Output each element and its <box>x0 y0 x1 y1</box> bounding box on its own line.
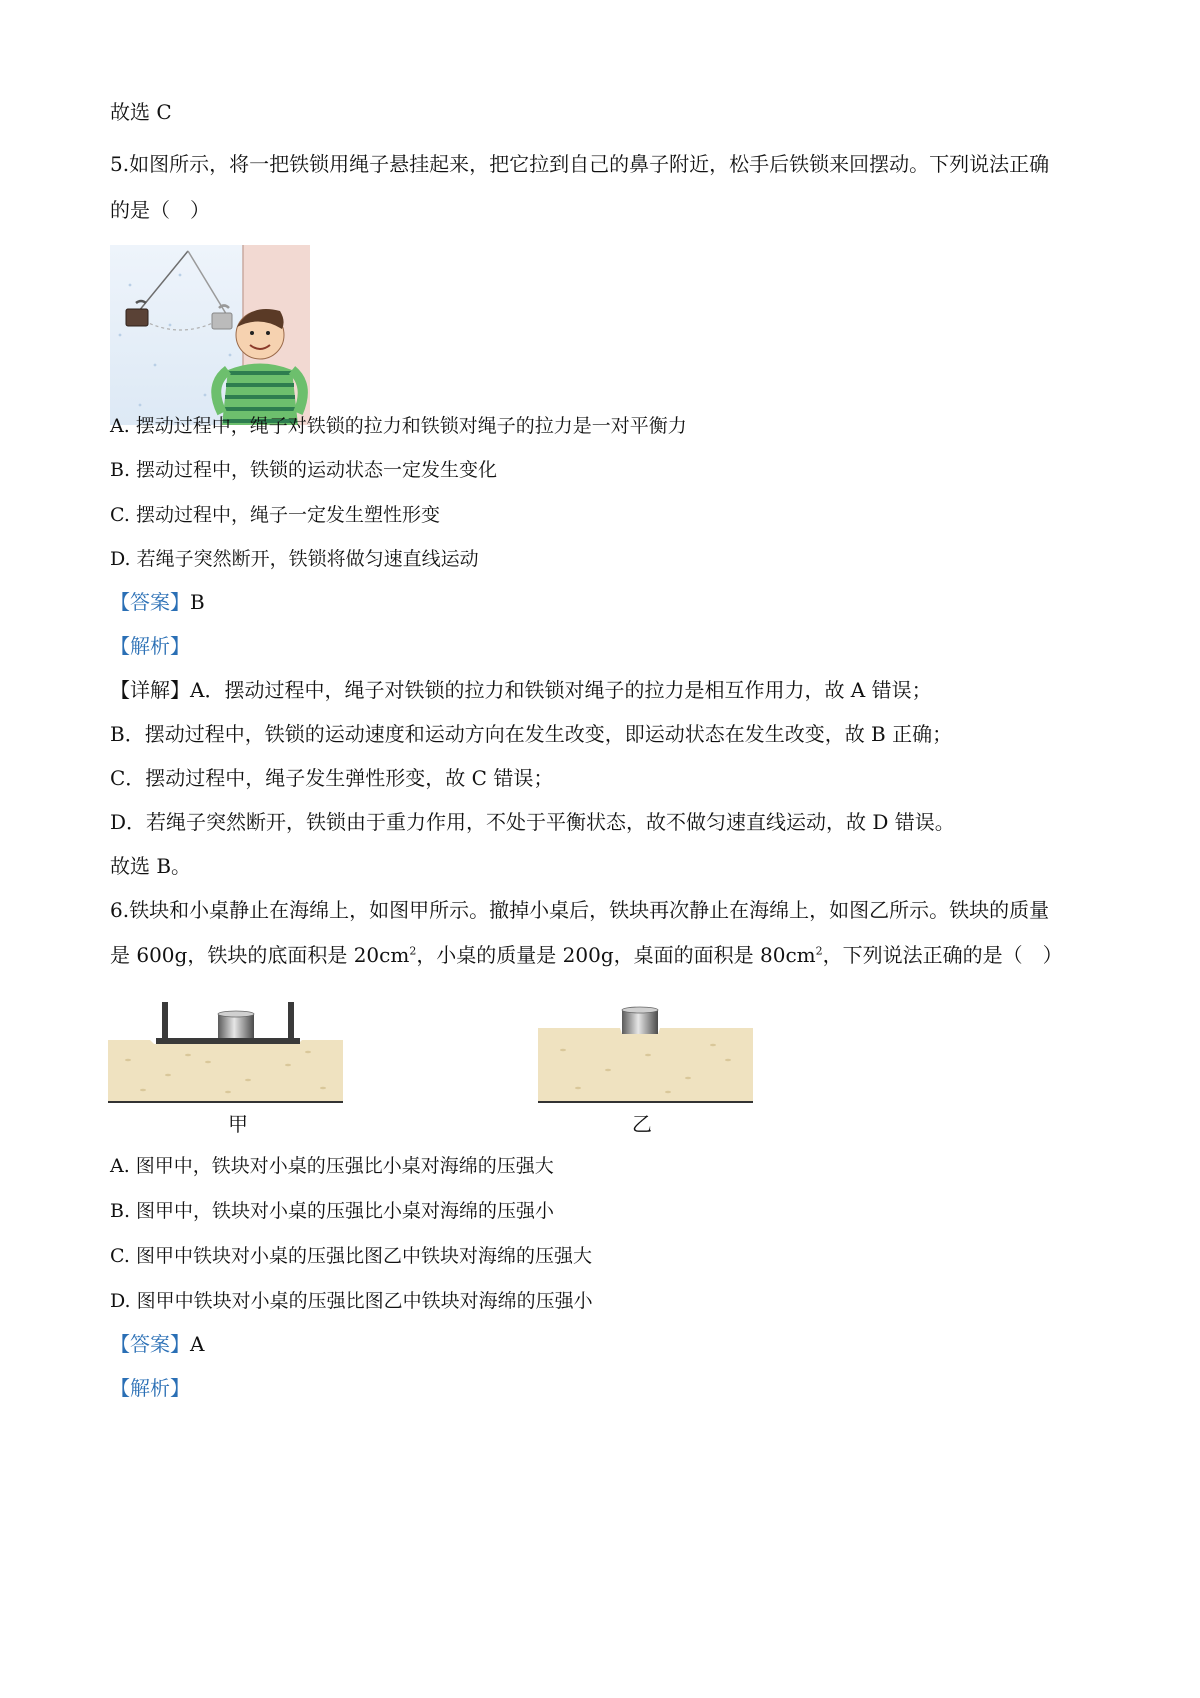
lock-right <box>212 313 232 329</box>
q5-option-c: C. 摆动过程中，绳子一定发生塑性形变 <box>110 504 440 526</box>
q5-option-b: B. 摆动过程中，铁锁的运动状态一定发生变化 <box>110 459 498 481</box>
sponge <box>538 1028 753 1102</box>
fig-jia-table-on-sponge <box>108 1000 343 1110</box>
answer-value: A <box>190 1332 205 1356</box>
q6-analysis-tag: 【解析】 <box>110 1376 190 1400</box>
table-top <box>156 1038 300 1044</box>
q5-stem-line-1: 5.如图所示，将一把铁锁用绳子悬挂起来，把它拉到自己的鼻子附近，松手后铁锁来回摆动。下列说法正确 <box>110 152 1050 176</box>
superscript: 2 <box>815 944 823 958</box>
q6-option-c: C. 图甲中铁块对小桌的压强比图乙中铁块对海绵的压强大 <box>110 1245 592 1267</box>
q5-detail-line-1: 【详解】A．摆动过程中，绳子对铁锁的拉力和铁锁对绳子的拉力是相互作用力，故 A 错误； <box>110 678 932 702</box>
q5-pendulum-figure <box>110 245 310 425</box>
q6-stem-part-2: ，小桌的质量是 200g，桌面的面积是 80cm <box>416 943 816 967</box>
table-leg-right <box>288 1002 294 1044</box>
answer-tag: 【答案】 <box>110 1332 190 1356</box>
sponge <box>108 1040 343 1102</box>
q5-option-a: A. 摆动过程中，绳子对铁锁的拉力和铁锁对绳子的拉力是一对平衡力 <box>110 415 687 437</box>
q6-stem-line-2 <box>110 941 1063 969</box>
q5-stem-line-2: 的是（ ） <box>110 198 210 222</box>
q5-analysis-tag: 【解析】 <box>110 634 190 658</box>
q6-option-a: A. 图甲中，铁块对小桌的压强比小桌对海绵的压强大 <box>110 1155 554 1177</box>
q5-option-d: D. 若绳子突然断开，铁锁将做匀速直线运动 <box>110 548 479 570</box>
q5-answer-line <box>110 588 205 616</box>
fig-yi-caption: 乙 <box>632 1112 652 1136</box>
q6-answer-line <box>110 1330 204 1358</box>
answer-tag: 【答案】 <box>110 590 190 614</box>
fig-yi-block-on-sponge <box>538 1000 753 1110</box>
q6-stem-line-1: 6.铁块和小桌静止在海绵上，如图甲所示。撤掉小桌后，铁块再次静止在海绵上，如图乙所示。铁块的质量 <box>110 898 1050 922</box>
q6-stem-part-1: 是 600g，铁块的底面积是 20cm <box>110 943 410 967</box>
answer-value: B <box>190 590 205 614</box>
q6-stem-part-3: ，下列说法正确的是（ ） <box>822 943 1063 967</box>
previous-conclusion: 故选 C <box>110 100 172 124</box>
superscript: 2 <box>409 944 417 958</box>
iron-block <box>622 1010 658 1034</box>
iron-block <box>218 1014 254 1038</box>
q6-option-b: B. 图甲中，铁块对小桌的压强比小桌对海绵的压强小 <box>110 1200 555 1222</box>
fig-jia-caption: 甲 <box>228 1112 248 1136</box>
q5-detail-line-3: C．摆动过程中，绳子发生弹性形变，故 C 错误； <box>110 766 554 790</box>
q6-option-d: D. 图甲中铁块对小桌的压强比图乙中铁块对海绵的压强小 <box>110 1290 593 1312</box>
q5-detail-line-4: D．若绳子突然断开，铁锁由于重力作用，不处于平衡状态，故不做匀速直线运动，故 D 错误。 <box>110 810 955 834</box>
q5-conclusion: 故选 B。 <box>110 854 192 878</box>
q5-detail-line-2: B．摆动过程中，铁锁的运动速度和运动方向在发生改变，即运动状态在发生改变，故 B 正确； <box>110 722 953 746</box>
table-leg-left <box>162 1002 168 1044</box>
lock-left <box>126 309 148 326</box>
